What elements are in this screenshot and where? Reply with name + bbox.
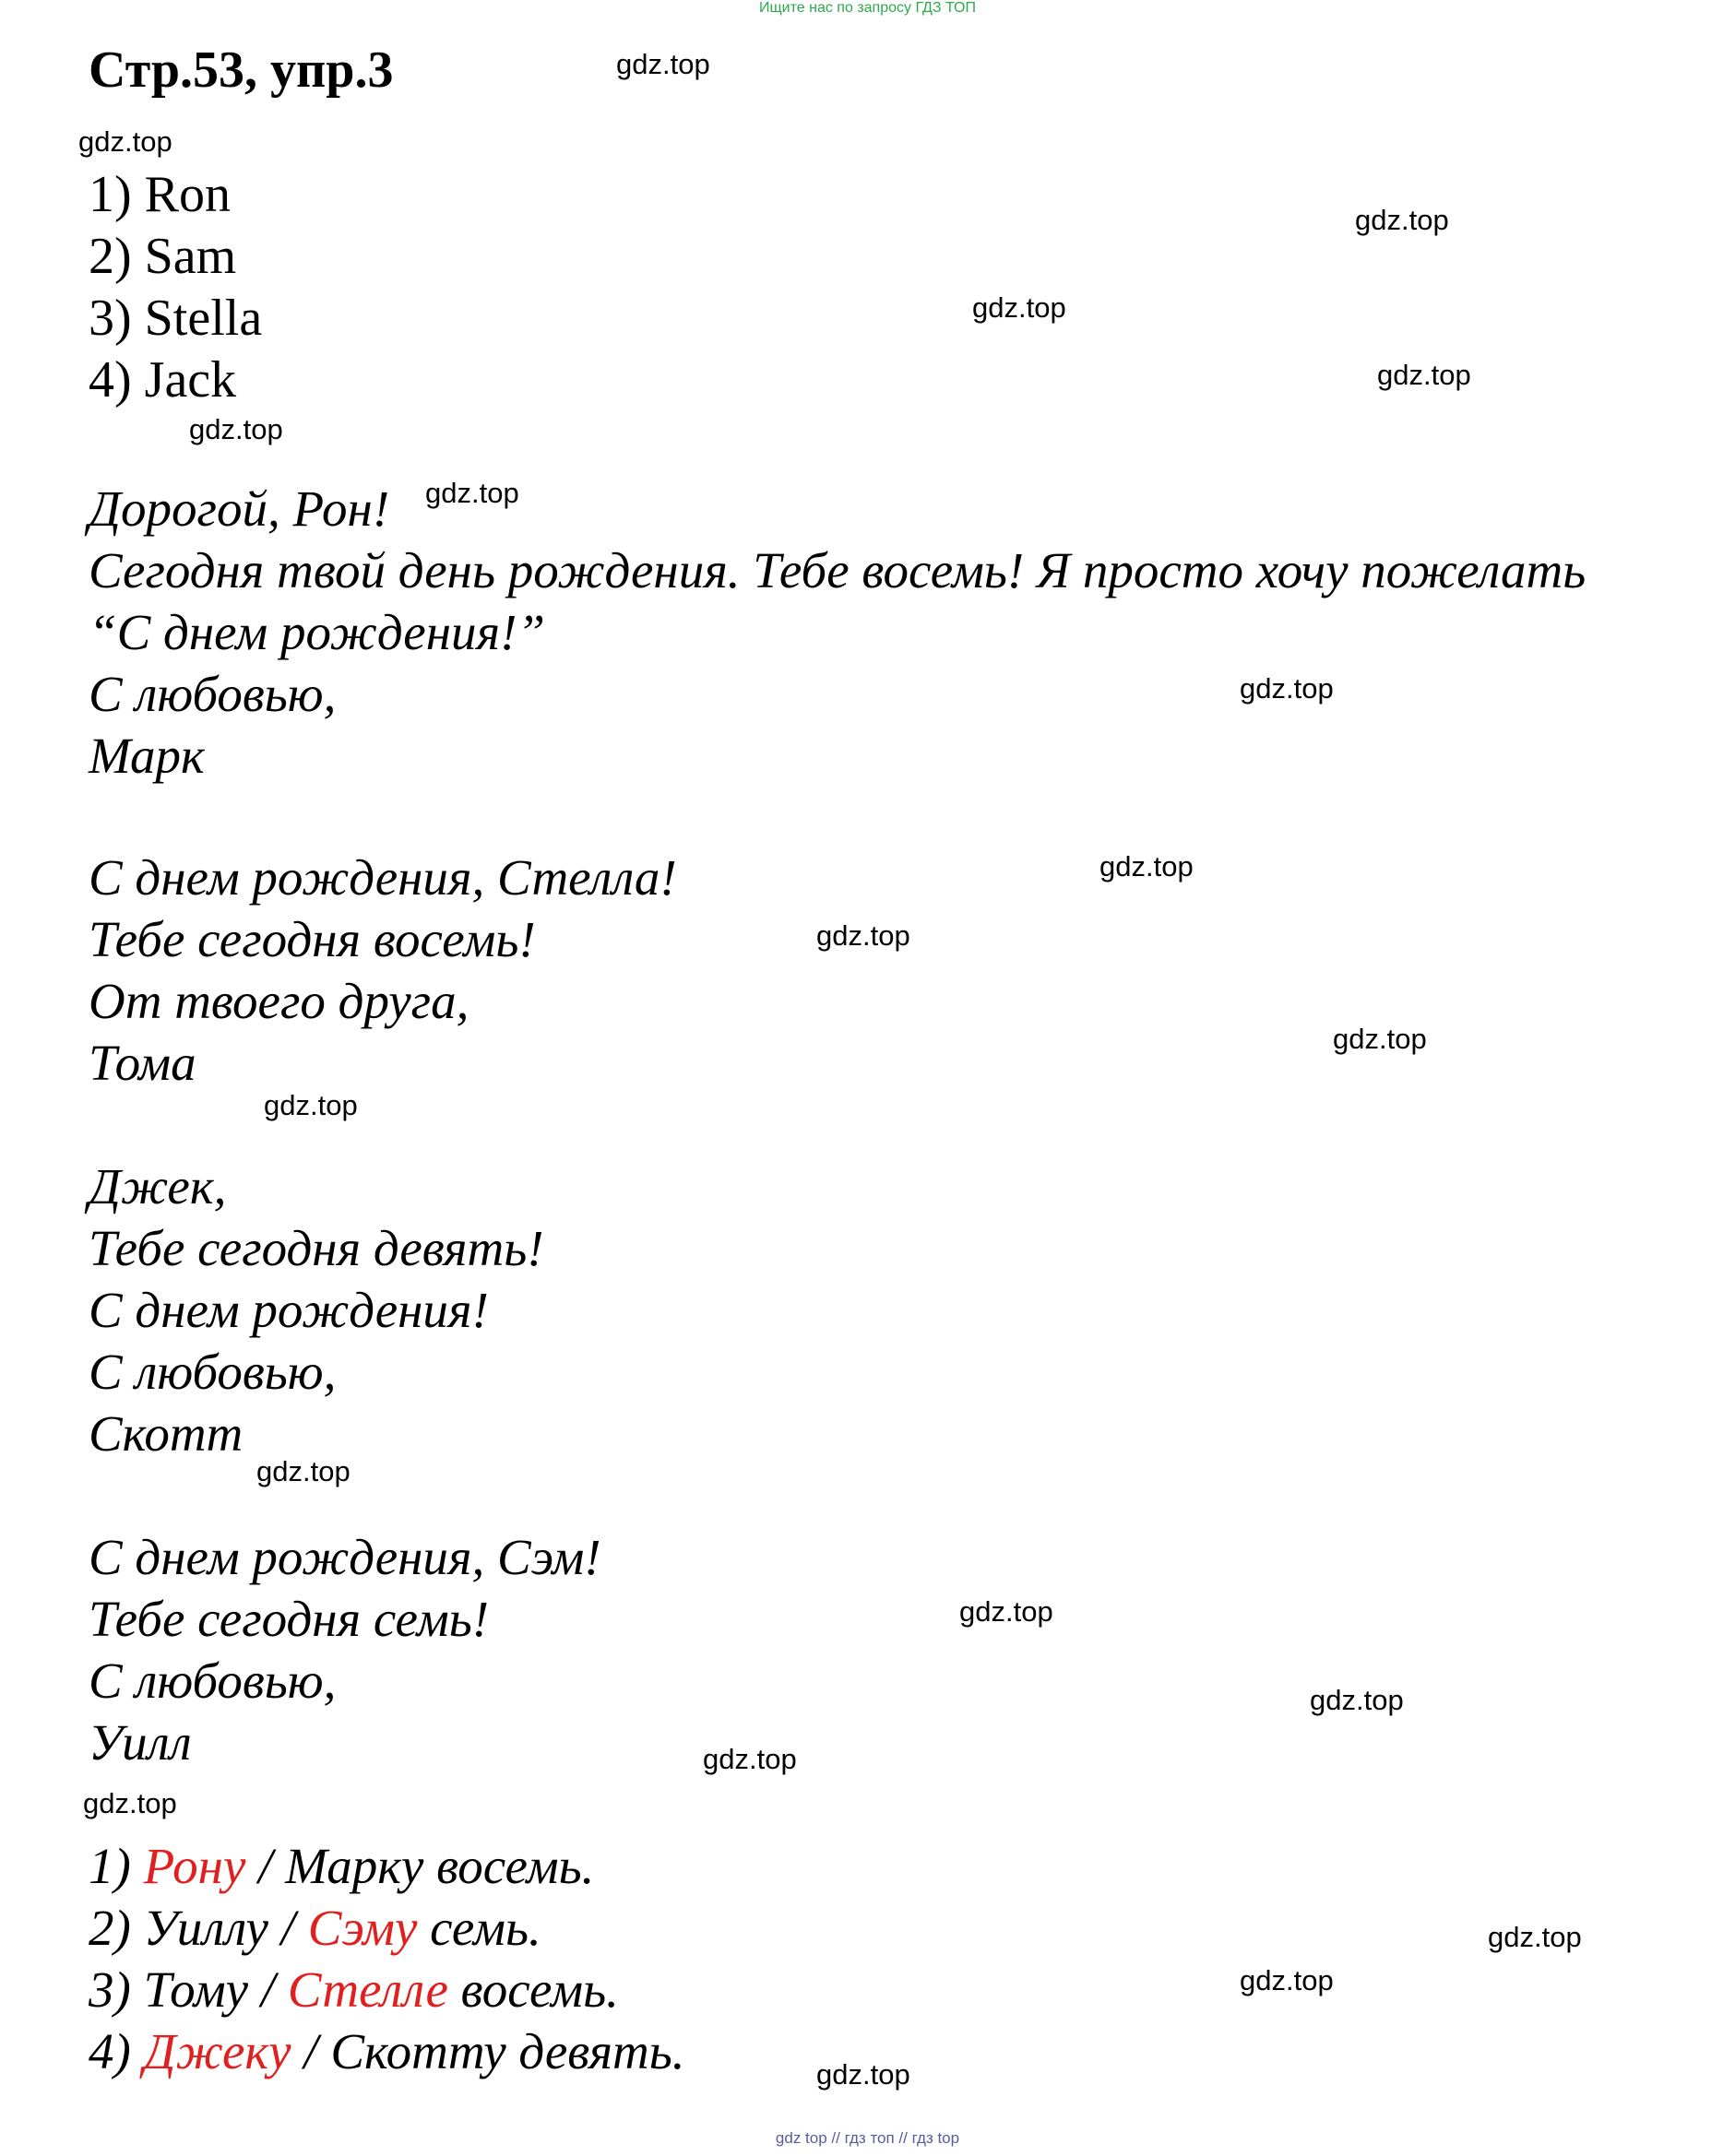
card-line: Джек, <box>89 1158 227 1214</box>
card-line: Тебе сегодня семь! <box>89 1591 490 1647</box>
card-line: Сегодня твой день рождения. Тебе восемь! Я просто хочу пожелать <box>89 542 1586 598</box>
watermark: gdz.top <box>616 48 710 80</box>
watermark: gdz.top <box>959 1595 1053 1628</box>
watermark: gdz.top <box>1377 359 1471 391</box>
card-line: “С днем рождения!” <box>89 604 545 660</box>
answer-second: Стелле <box>287 1961 448 2018</box>
card-line: С любовью, <box>89 1653 337 1709</box>
answer-first: Рону <box>143 1838 246 1894</box>
watermark: gdz.top <box>972 291 1066 324</box>
card-line: С днем рождения, Стелла! <box>89 849 677 906</box>
answer-rest: девять. <box>518 2023 685 2079</box>
footer-links: gdz top // гдз топ // гдз top <box>775 2129 960 2147</box>
answer-separator: / <box>260 1961 276 2018</box>
answer-separator: / <box>258 1838 273 1894</box>
card-line: Тома <box>89 1035 196 1091</box>
watermark: gdz.top <box>189 413 283 445</box>
answer-second: Скотту <box>330 2023 506 2079</box>
name-list <box>89 164 262 411</box>
answer-number: 2) <box>89 1900 131 1956</box>
card-line: С днем рождения! <box>89 1282 489 1338</box>
answer-rest: восемь. <box>460 1961 619 2018</box>
card-line: Тебе сегодня восемь! <box>89 911 536 967</box>
watermark: gdz.top <box>1355 204 1449 236</box>
answer-line <box>89 1897 685 1959</box>
answer-rest: семь. <box>430 1900 541 1956</box>
watermark: gdz.top <box>1240 1964 1334 1996</box>
watermark: gdz.top <box>816 2058 910 2091</box>
answer-line <box>89 2020 685 2082</box>
watermark: gdz.top <box>264 1089 358 1121</box>
answer-line <box>89 1959 685 2020</box>
list-item: 3) Stella <box>89 290 263 347</box>
card-line: От твоего друга, <box>89 973 469 1029</box>
watermark: gdz.top <box>703 1743 797 1775</box>
answer-second: Марку <box>285 1838 424 1894</box>
list-item: 1) Ron <box>89 166 231 223</box>
card-line: С любовью, <box>89 666 337 722</box>
watermark: gdz.top <box>1099 850 1194 883</box>
watermark: gdz.top <box>256 1455 351 1487</box>
answer-line <box>89 1835 685 1897</box>
answer-number: 1) <box>89 1838 131 1894</box>
answer-first: Тому <box>143 1961 249 2018</box>
card-ron <box>89 478 1586 787</box>
watermark: gdz.top <box>816 919 910 952</box>
card-stella <box>89 847 677 1094</box>
watermark: gdz.top <box>425 477 519 509</box>
top-banner: Ищите нас по запросу ГДЗ ТОП <box>759 0 976 16</box>
card-line: С любовью, <box>89 1344 337 1400</box>
answer-number: 4) <box>89 2023 131 2079</box>
card-sam <box>89 1526 601 1773</box>
answer-separator: / <box>280 1900 295 1956</box>
watermark: gdz.top <box>1240 672 1334 705</box>
watermark: gdz.top <box>83 1787 177 1819</box>
answer-second: Сэму <box>307 1900 418 1956</box>
card-line: Марк <box>89 728 205 784</box>
page-title: Стр.53, упр.3 <box>89 41 394 99</box>
card-line: Уилл <box>89 1714 192 1771</box>
answer-first: Джеку <box>143 2023 291 2079</box>
card-jack <box>89 1155 544 1464</box>
watermark: gdz.top <box>78 125 172 158</box>
watermark: gdz.top <box>1310 1684 1404 1716</box>
answers-list <box>89 1835 685 2082</box>
card-line: С днем рождения, Сэм! <box>89 1529 601 1585</box>
card-line: Скотт <box>89 1405 244 1462</box>
watermark: gdz.top <box>1488 1921 1582 1953</box>
answer-number: 3) <box>89 1961 131 2018</box>
watermark: gdz.top <box>1333 1023 1427 1055</box>
answer-separator: / <box>303 2023 318 2079</box>
list-item: 2) Sam <box>89 228 237 285</box>
list-item: 4) Jack <box>89 351 237 409</box>
card-line: Дорогой, Рон! <box>89 480 390 537</box>
answer-rest: восемь. <box>436 1838 595 1894</box>
card-line: Тебе сегодня девять! <box>89 1220 544 1276</box>
answer-first: Уиллу <box>143 1900 268 1956</box>
